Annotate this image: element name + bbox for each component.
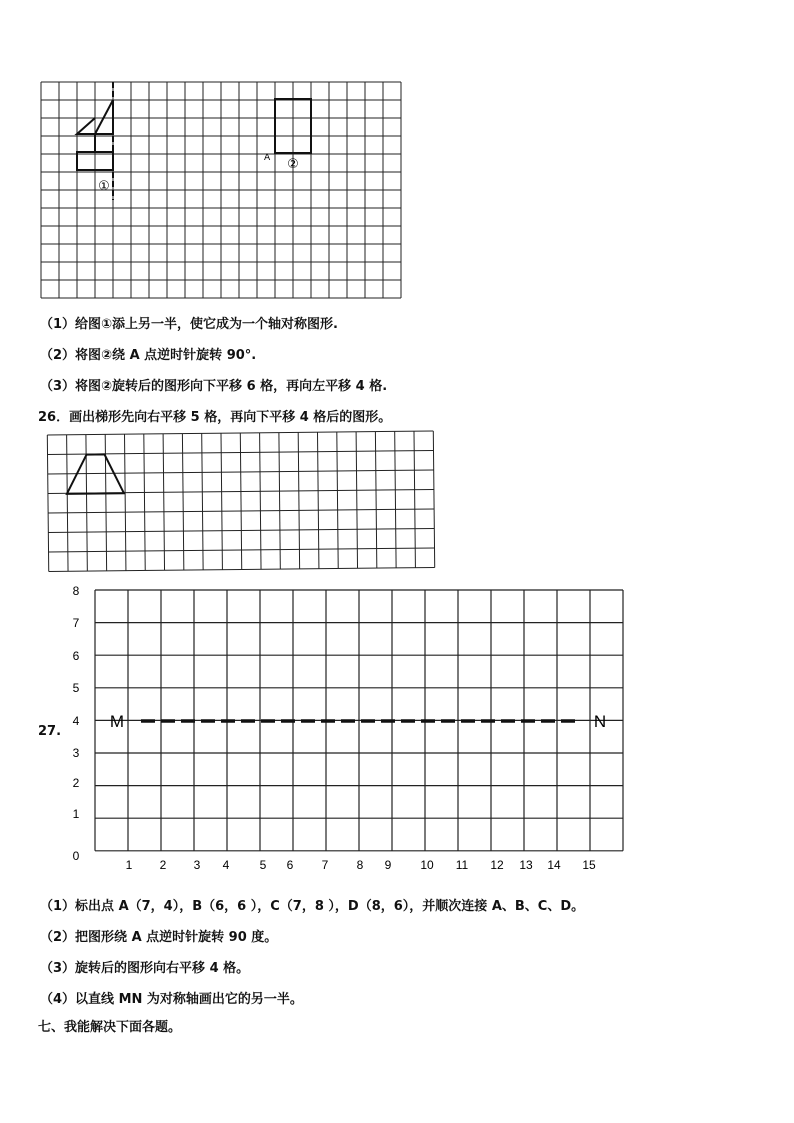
y-tick-label: 2 [72, 776, 80, 790]
x-tick-label: 10 [420, 858, 434, 872]
section-7-title: 七、我能解决下面各题。 [38, 1020, 182, 1035]
x-tick-label: 14 [547, 858, 561, 872]
x-tick-label: 7 [321, 858, 329, 872]
q26-question: 26．画出梯形先向右平移 5 格，再向下平移 4 格后的图形。 [38, 410, 392, 425]
y-tick-label: 0 [72, 849, 80, 863]
label-circle-1: ① [98, 179, 110, 194]
y-tick-label: 7 [72, 616, 80, 630]
q27-number: 27. [38, 724, 62, 739]
q27-step-4: （4）以直线 MN 为对称轴画出它的另一半。 [40, 992, 303, 1007]
x-tick-label: 11 [455, 858, 469, 872]
label-circle-2: ② [287, 157, 299, 172]
x-tick-label: 1 [125, 858, 133, 872]
y-axis-ticks [73, 584, 80, 863]
x-tick-label: 6 [286, 858, 294, 872]
q27-step-1: （1）标出点 A（7，4），B（6，6 ），C（7，8 ），D（8，6），并顺次连接 A、B、C、D。 [40, 899, 585, 914]
y-tick-label: 3 [72, 746, 80, 760]
q27-step-3: （3）旋转后的图形向右平移 4 格。 [40, 961, 250, 976]
y-tick-label: 1 [72, 807, 80, 821]
y-tick-label: 4 [72, 714, 80, 728]
x-axis-ticks [126, 858, 596, 872]
x-tick-label: 2 [159, 858, 167, 872]
x-tick-label: 13 [519, 858, 533, 872]
y-tick-label: 8 [72, 584, 80, 598]
x-tick-label: 5 [259, 858, 267, 872]
x-tick-label: 4 [222, 858, 230, 872]
q27-step-2: （2）把图形绕 A 点逆时针旋转 90 度。 [40, 930, 278, 945]
x-tick-label: 3 [193, 858, 201, 872]
x-tick-label: 9 [384, 858, 392, 872]
y-tick-label: 6 [72, 649, 80, 663]
x-tick-label: 15 [582, 858, 596, 872]
label-n: N [593, 712, 607, 731]
x-tick-label: 12 [490, 858, 504, 872]
q25-step-2: （2）将图②绕 A 点逆时针旋转 90°. [40, 348, 257, 363]
x-tick-label: 8 [356, 858, 364, 872]
y-tick-label: 5 [72, 681, 80, 695]
label-m: M [109, 712, 125, 731]
point-a-label: A [264, 153, 271, 163]
q25-step-1: （1）给图①添上另一半，使它成为一个轴对称图形. [40, 317, 338, 332]
q25-step-3: （3）将图②旋转后的图形向下平移 6 格，再向左平移 4 格. [40, 379, 388, 394]
